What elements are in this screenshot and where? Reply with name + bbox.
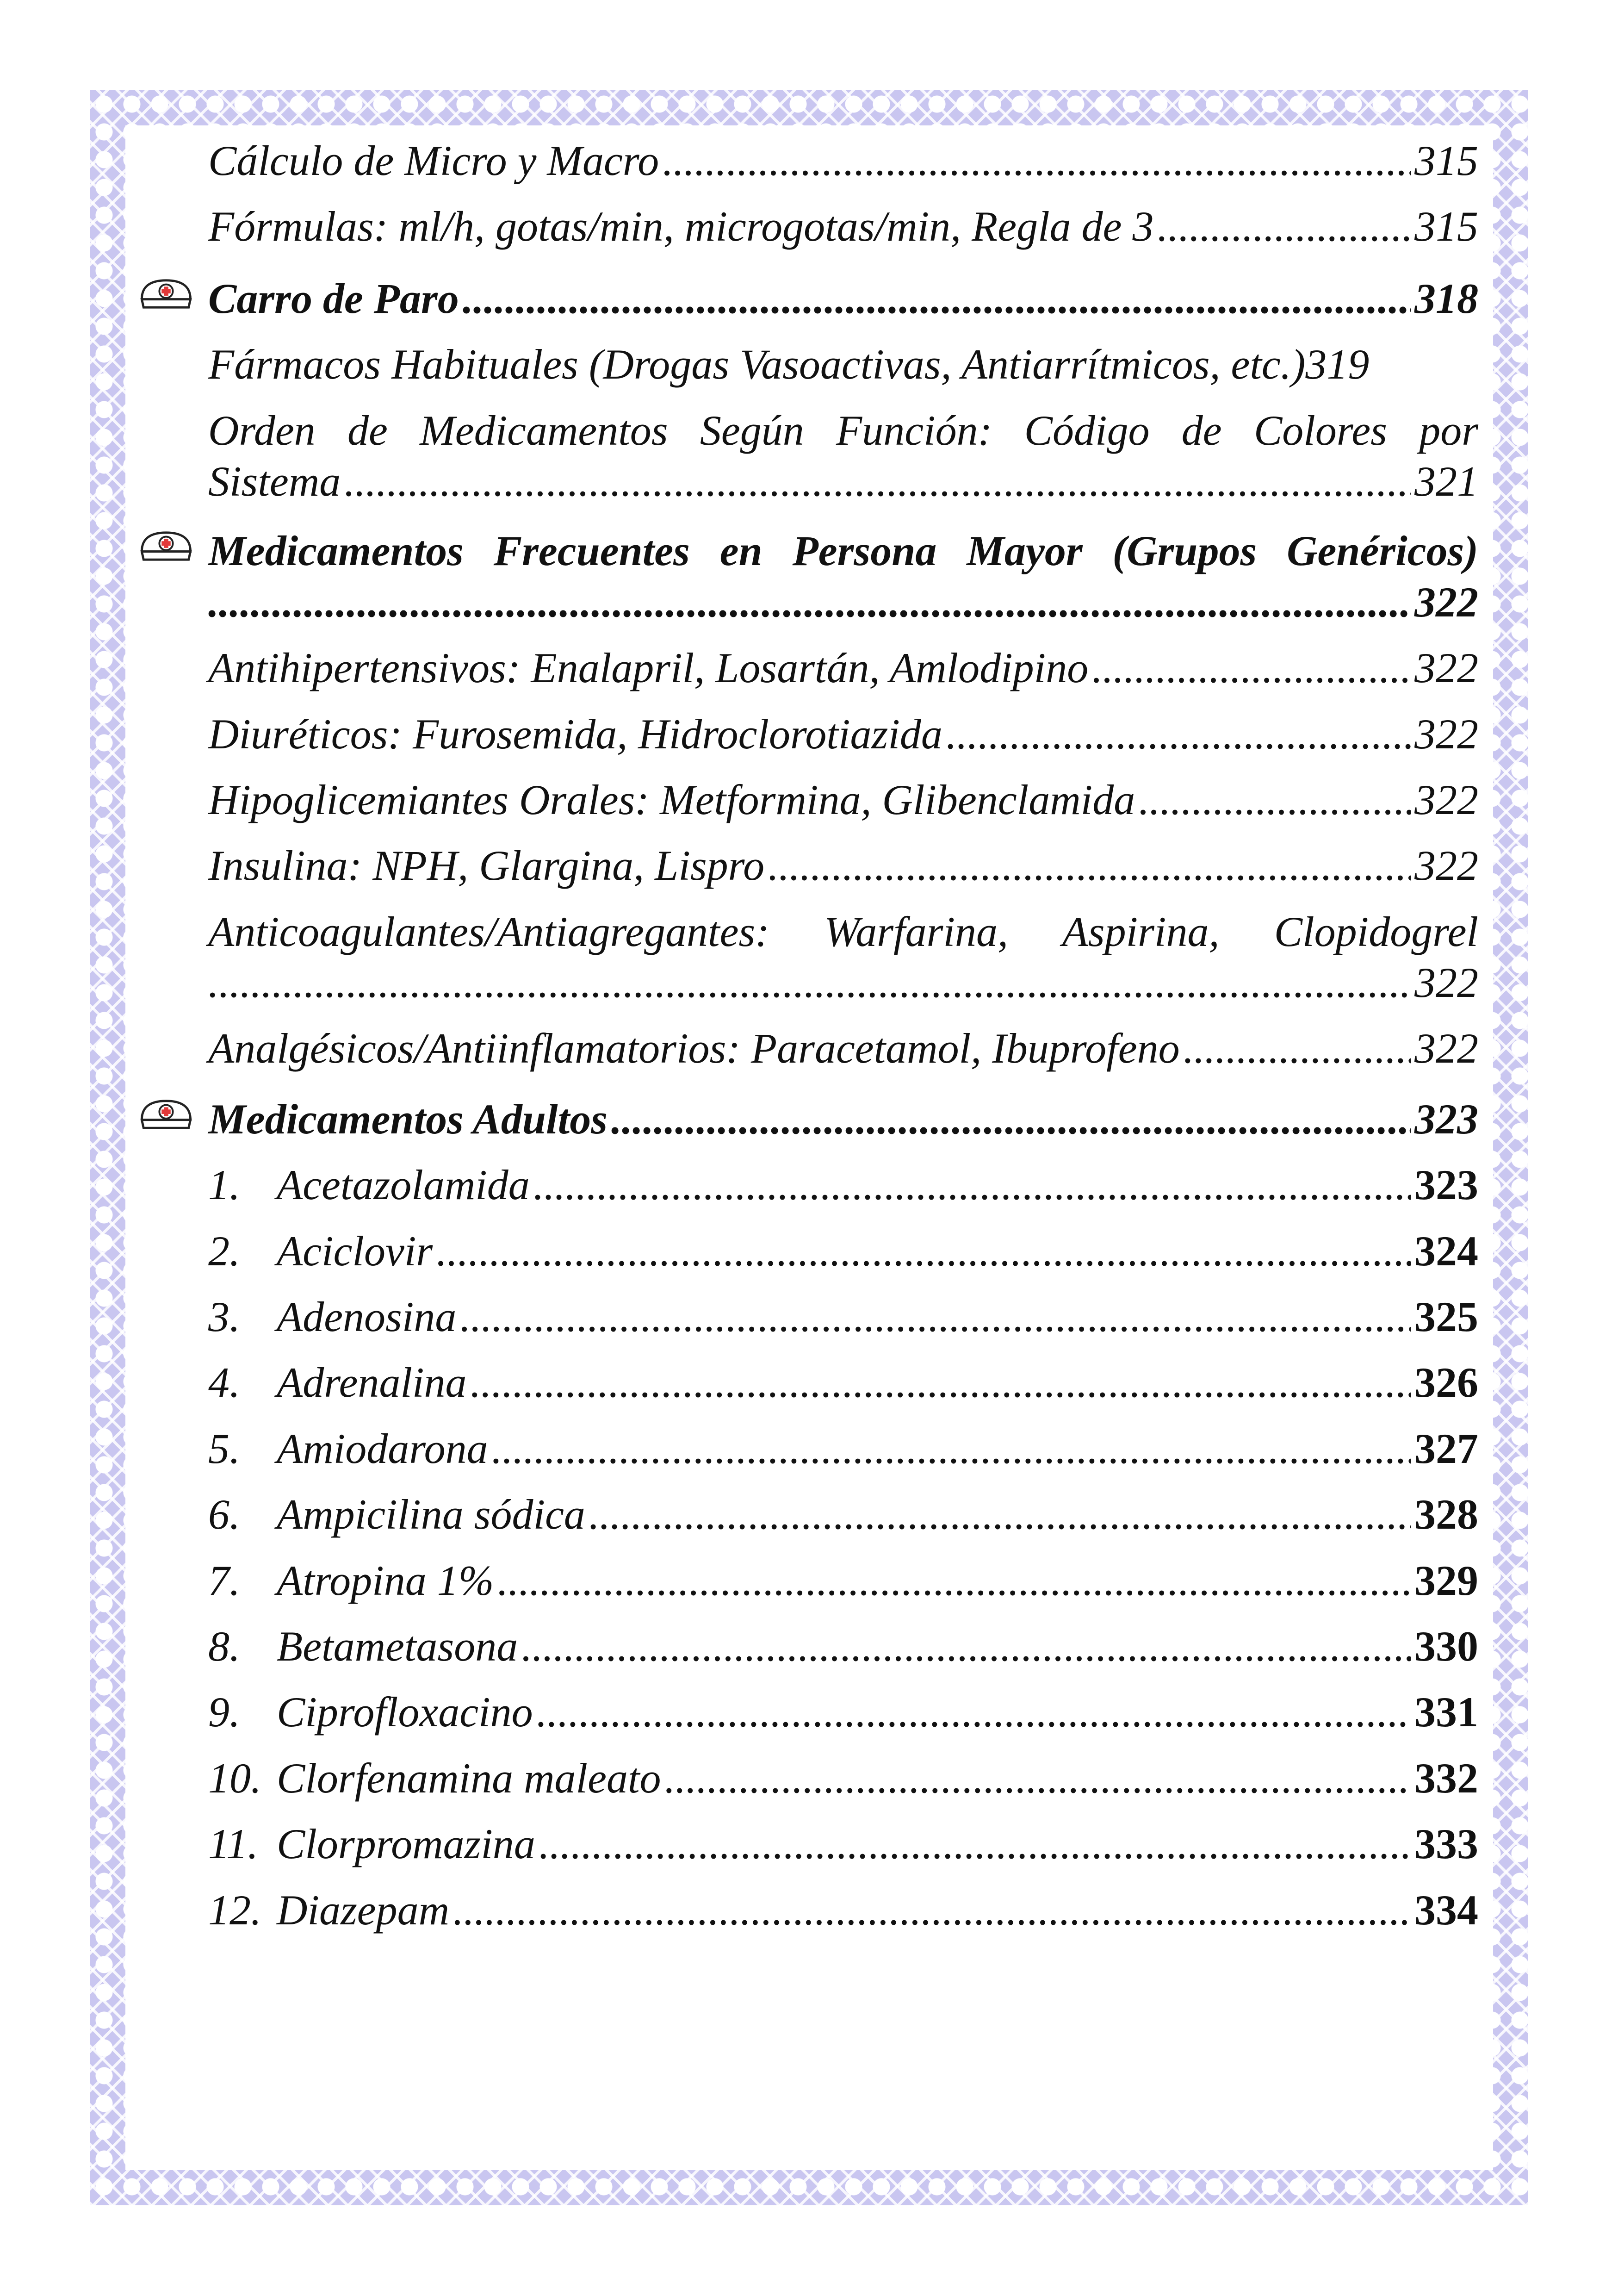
drug-number: 7. xyxy=(208,1556,240,1604)
toc-label: Insulina: NPH, Glargina, Lispro xyxy=(208,842,765,890)
drug-number: 8. xyxy=(208,1622,240,1670)
toc-entry[interactable] xyxy=(208,642,1478,693)
toc-page: 322 xyxy=(1414,710,1478,758)
drug-number: 11. xyxy=(208,1820,259,1868)
toc-label: Medicamentos Frecuentes en Persona Mayor (Grupos Genéricos) xyxy=(208,527,1478,575)
drug-entry[interactable] xyxy=(208,1291,1478,1342)
drug-entry[interactable] xyxy=(208,1489,1478,1540)
toc-page: 323 xyxy=(1414,1161,1478,1209)
drug-number: 6. xyxy=(208,1491,240,1538)
toc-page: 315 xyxy=(1414,137,1478,184)
toc-entry[interactable] xyxy=(208,135,1478,186)
toc-page: 321 xyxy=(1414,457,1478,505)
drug-entry[interactable] xyxy=(208,1621,1478,1672)
nurse-cap-icon xyxy=(139,529,193,563)
toc-label: Antihipertensivos: Enalapril, Losartán, Amlodipino xyxy=(208,644,1089,692)
drug-label: Acetazolamida xyxy=(277,1161,530,1209)
nurse-cap-icon xyxy=(139,277,193,311)
drug-label: Aciclovir xyxy=(277,1227,433,1275)
toc-section[interactable] xyxy=(208,1094,1478,1145)
toc-page: 325 xyxy=(1414,1293,1478,1341)
toc-label: Medicamentos Adultos xyxy=(208,1095,608,1143)
toc-page: 327 xyxy=(1414,1425,1478,1472)
toc-page: 319 xyxy=(1305,341,1370,388)
drug-number: 9. xyxy=(208,1688,240,1736)
toc-label: Carro de Paro xyxy=(208,274,459,322)
toc-label: Fármacos Habituales (Drogas Vasoactivas, Antiarrítmicos, etc.) xyxy=(208,341,1306,388)
drug-list xyxy=(208,1159,1478,1935)
table-of-contents xyxy=(208,135,1478,1950)
toc-page: 331 xyxy=(1414,1688,1478,1736)
toc-label: Cálculo de Micro y Macro xyxy=(208,137,659,184)
toc-label: Hipoglicemiantes Orales: Metformina, Glibenclamida xyxy=(208,776,1135,823)
drug-number: 2. xyxy=(208,1227,240,1275)
toc-section[interactable] xyxy=(208,273,1478,324)
toc-label: Sistema xyxy=(208,457,341,505)
toc-label: Analgésicos/Antiinflamatorios: Paracetamol, Ibuprofeno xyxy=(208,1025,1180,1072)
toc-page: 322 xyxy=(1414,776,1478,823)
drug-label: Diazepam xyxy=(277,1886,450,1934)
toc-label: Diuréticos: Furosemida, Hidroclorotiazida xyxy=(208,710,942,758)
drug-entry[interactable] xyxy=(208,1686,1478,1737)
toc-page: 315 xyxy=(1414,203,1478,250)
toc-entry[interactable] xyxy=(208,774,1478,825)
toc-entry[interactable] xyxy=(208,405,1478,507)
drug-number: 10. xyxy=(208,1754,261,1802)
toc-page: 322 xyxy=(1414,578,1478,626)
toc-page: 318 xyxy=(1414,274,1478,322)
toc-page: 322 xyxy=(1414,644,1478,692)
toc-page: 332 xyxy=(1414,1754,1478,1802)
nurse-cap-icon xyxy=(139,1097,193,1132)
drug-label: Adenosina xyxy=(277,1293,457,1341)
drug-entry[interactable] xyxy=(208,1357,1478,1408)
drug-number: 3. xyxy=(208,1293,240,1341)
toc-page: 334 xyxy=(1414,1886,1478,1934)
toc-page: 323 xyxy=(1414,1095,1478,1143)
toc-page: 330 xyxy=(1414,1622,1478,1670)
drug-label: Adrenalina xyxy=(277,1359,467,1406)
drug-label: Ampicilina sódica xyxy=(277,1491,585,1538)
toc-entry[interactable] xyxy=(208,709,1478,759)
toc-entry[interactable] xyxy=(208,339,1478,390)
toc-page: 322 xyxy=(1414,959,1478,1007)
drug-entry[interactable] xyxy=(208,1159,1478,1210)
drug-label: Clorfenamina maleato xyxy=(277,1754,661,1802)
toc-entry[interactable] xyxy=(208,906,1478,1008)
drug-number: 5. xyxy=(208,1425,240,1472)
drug-entry[interactable] xyxy=(208,1555,1478,1606)
drug-entry[interactable] xyxy=(208,1885,1478,1935)
toc-entry[interactable] xyxy=(208,1023,1478,1074)
toc-page: 328 xyxy=(1414,1491,1478,1538)
toc-entry[interactable] xyxy=(208,840,1478,891)
toc-page: 324 xyxy=(1414,1227,1478,1275)
drug-entry[interactable] xyxy=(208,1753,1478,1804)
toc-label: Fórmulas: ml/h, gotas/min, microgotas/min, Regla de 3 xyxy=(208,203,1154,250)
drug-number: 4. xyxy=(208,1359,240,1406)
toc-page: 322 xyxy=(1414,842,1478,890)
drug-number: 1. xyxy=(208,1161,240,1209)
drug-label: Atropina 1% xyxy=(277,1556,494,1604)
drug-label: Clorpromazina xyxy=(277,1820,535,1868)
toc-page: 329 xyxy=(1414,1556,1478,1604)
drug-label: Ciprofloxacino xyxy=(277,1688,533,1736)
drug-entry[interactable] xyxy=(208,1818,1478,1869)
drug-entry[interactable] xyxy=(208,1423,1478,1474)
drug-entry[interactable] xyxy=(208,1226,1478,1276)
toc-label: Orden de Medicamentos Según Función: Código de Colores por xyxy=(208,406,1478,454)
toc-section[interactable] xyxy=(208,525,1478,628)
toc-page: 333 xyxy=(1414,1820,1478,1868)
toc-page: 322 xyxy=(1414,1025,1478,1072)
drug-label: Betametasona xyxy=(277,1622,518,1670)
drug-label: Amiodarona xyxy=(277,1425,488,1472)
toc-page: 326 xyxy=(1414,1359,1478,1406)
drug-number: 12. xyxy=(208,1886,261,1934)
toc-entry[interactable] xyxy=(208,201,1478,252)
toc-label: Anticoagulantes/Antiagregantes: Warfarina, Aspirina, Clopidogrel xyxy=(208,908,1478,955)
